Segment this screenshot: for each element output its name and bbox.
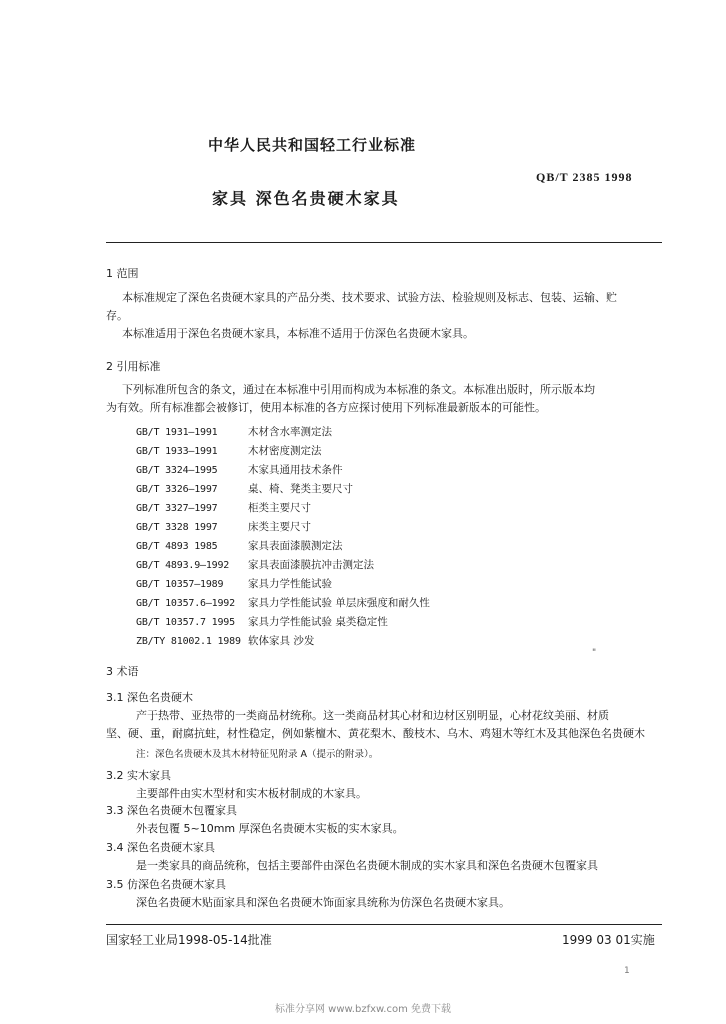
term-3-2-definition: 主要部件由实木型材和实木板材制成的木家具。 — [136, 787, 367, 800]
reference-item — [136, 595, 430, 610]
reference-item — [136, 557, 374, 572]
reference-title: 家具力学性能试验 桌类稳定性 — [248, 616, 388, 628]
term-3-4-heading: 3.4 深色名贵硬木家具 — [106, 841, 215, 854]
approval-date: 国家轻工业局1998-05-14批准 — [106, 933, 272, 947]
reference-code: GB/T 4893.9—1992 — [136, 560, 230, 571]
reference-item — [136, 576, 332, 591]
term-3-3-definition: 外表包覆 5~10mm 厚深色名贵硬木实板的实木家具。 — [136, 822, 404, 835]
reference-code: GB/T 1931—1991 — [136, 427, 218, 438]
reference-code: GB/T 10357—1989 — [136, 579, 224, 590]
term-3-3-heading: 3.3 深色名贵硬木包覆家具 — [106, 804, 237, 817]
reference-title: 柜类主要尺寸 — [248, 502, 311, 514]
reference-item — [136, 481, 353, 496]
section-2-heading: 2 引用标准 — [106, 360, 161, 373]
section-2-paragraph-line: 为有效。所有标准都会被修订，使用本标准的各方应探讨使用下列标准最新版本的可能性。 — [106, 401, 546, 414]
reference-code: GB/T 10357.7 1995 — [136, 617, 235, 628]
section-1-heading: 1 范围 — [106, 267, 139, 280]
section-1-paragraph-line: 本标准规定了深色名贵硬木家具的产品分类、技术要求、试验方法、检验规则及标志、包装、运输、贮 — [122, 291, 617, 304]
reference-title: 桌、椅、凳类主要尺寸 — [248, 483, 353, 495]
reference-title: 木材含水率测定法 — [248, 426, 332, 438]
term-3-1-note: 注：深色名贵硬木及其木材特征见附录 A（提示的附录）。 — [136, 749, 379, 760]
reference-title: 软体家具 沙发 — [248, 635, 315, 647]
reference-item — [136, 500, 311, 515]
section-1-paragraph-line: 存。 — [106, 309, 128, 322]
reference-title: 家具力学性能试验 — [248, 578, 332, 590]
standard-title: 家具 深色名贵硬木家具 — [212, 189, 400, 208]
header-rule — [106, 242, 662, 243]
reference-code: ZB/TY 81002.1 1989 — [136, 636, 241, 647]
effective-date: 1999 03 01实施 — [562, 933, 655, 947]
reference-title: 家具表面漆膜测定法 — [248, 540, 343, 552]
term-3-4-definition: 是一类家具的商品统称，包括主要部件由深色名贵硬木制成的实木家具和深色名贵硬木包覆家具 — [136, 859, 598, 872]
page-mark: 1 — [624, 966, 630, 976]
site-watermark: 标准分享网 www.bzfxw.com 免费下载 — [275, 1004, 451, 1015]
reference-item — [136, 538, 343, 553]
section-2-paragraph-line: 下列标准所包含的条文，通过在本标准中引用而构成为本标准的条文。本标准出版时，所示版本均 — [122, 383, 595, 396]
term-3-1-heading: 3.1 深色名贵硬木 — [106, 691, 193, 704]
reference-title: 家具力学性能试验 单层床强度和耐久性 — [248, 597, 430, 609]
reference-item — [136, 633, 314, 648]
reference-title: 木材密度测定法 — [248, 445, 322, 457]
standard-code: QB/T 2385 1998 — [536, 170, 633, 184]
term-3-2-heading: 3.2 实木家具 — [106, 769, 171, 782]
reference-item — [136, 614, 388, 629]
section-3-heading: 3 术语 — [106, 665, 139, 678]
reference-code: GB/T 3326—1997 — [136, 484, 218, 495]
reference-code: GB/T 3324—1995 — [136, 465, 218, 476]
reference-code: GB/T 1933—1991 — [136, 446, 218, 457]
reference-code: GB/T 3327—1997 — [136, 503, 218, 514]
section-1-paragraph: 本标准适用于深色名贵硬木家具，本标准不适用于仿深色名贵硬木家具。 — [122, 327, 474, 340]
issuing-body: 中华人民共和国轻工行业标准 — [208, 136, 417, 154]
reference-code: GB/T 10357.6—1992 — [136, 598, 235, 609]
term-3-5-definition: 深色名贵硬木贴面家具和深色名贵硬木饰面家具统称为仿深色名贵硬木家具。 — [136, 896, 510, 909]
term-3-1-definition-line: 坚、硬、重，耐腐抗蛀，材性稳定，例如紫檀木、黄花梨木、酸枝木、乌木、鸡翅木等红木及其他深色名贵硬木 — [106, 727, 645, 740]
reference-title: 木家具通用技术条件 — [248, 464, 343, 476]
term-3-5-heading: 3.5 仿深色名贵硬木家具 — [106, 878, 226, 891]
reference-item — [136, 519, 311, 534]
reference-item — [136, 462, 343, 477]
reference-title: 床类主要尺寸 — [248, 521, 311, 533]
reference-item — [136, 443, 322, 458]
reference-title: 家具表面漆膜抗冲击测定法 — [248, 559, 374, 571]
term-3-1-definition-line: 产于热带、亚热带的一类商品材统称。这一类商品材其心材和边材区别明显，心材花纹美丽、材质 — [136, 709, 609, 722]
footer-rule — [106, 924, 662, 925]
reference-code: GB/T 3328 1997 — [136, 522, 218, 533]
reference-code: GB/T 4893 1985 — [136, 541, 218, 552]
reference-item — [136, 424, 332, 439]
stray-mark: " — [592, 648, 597, 658]
